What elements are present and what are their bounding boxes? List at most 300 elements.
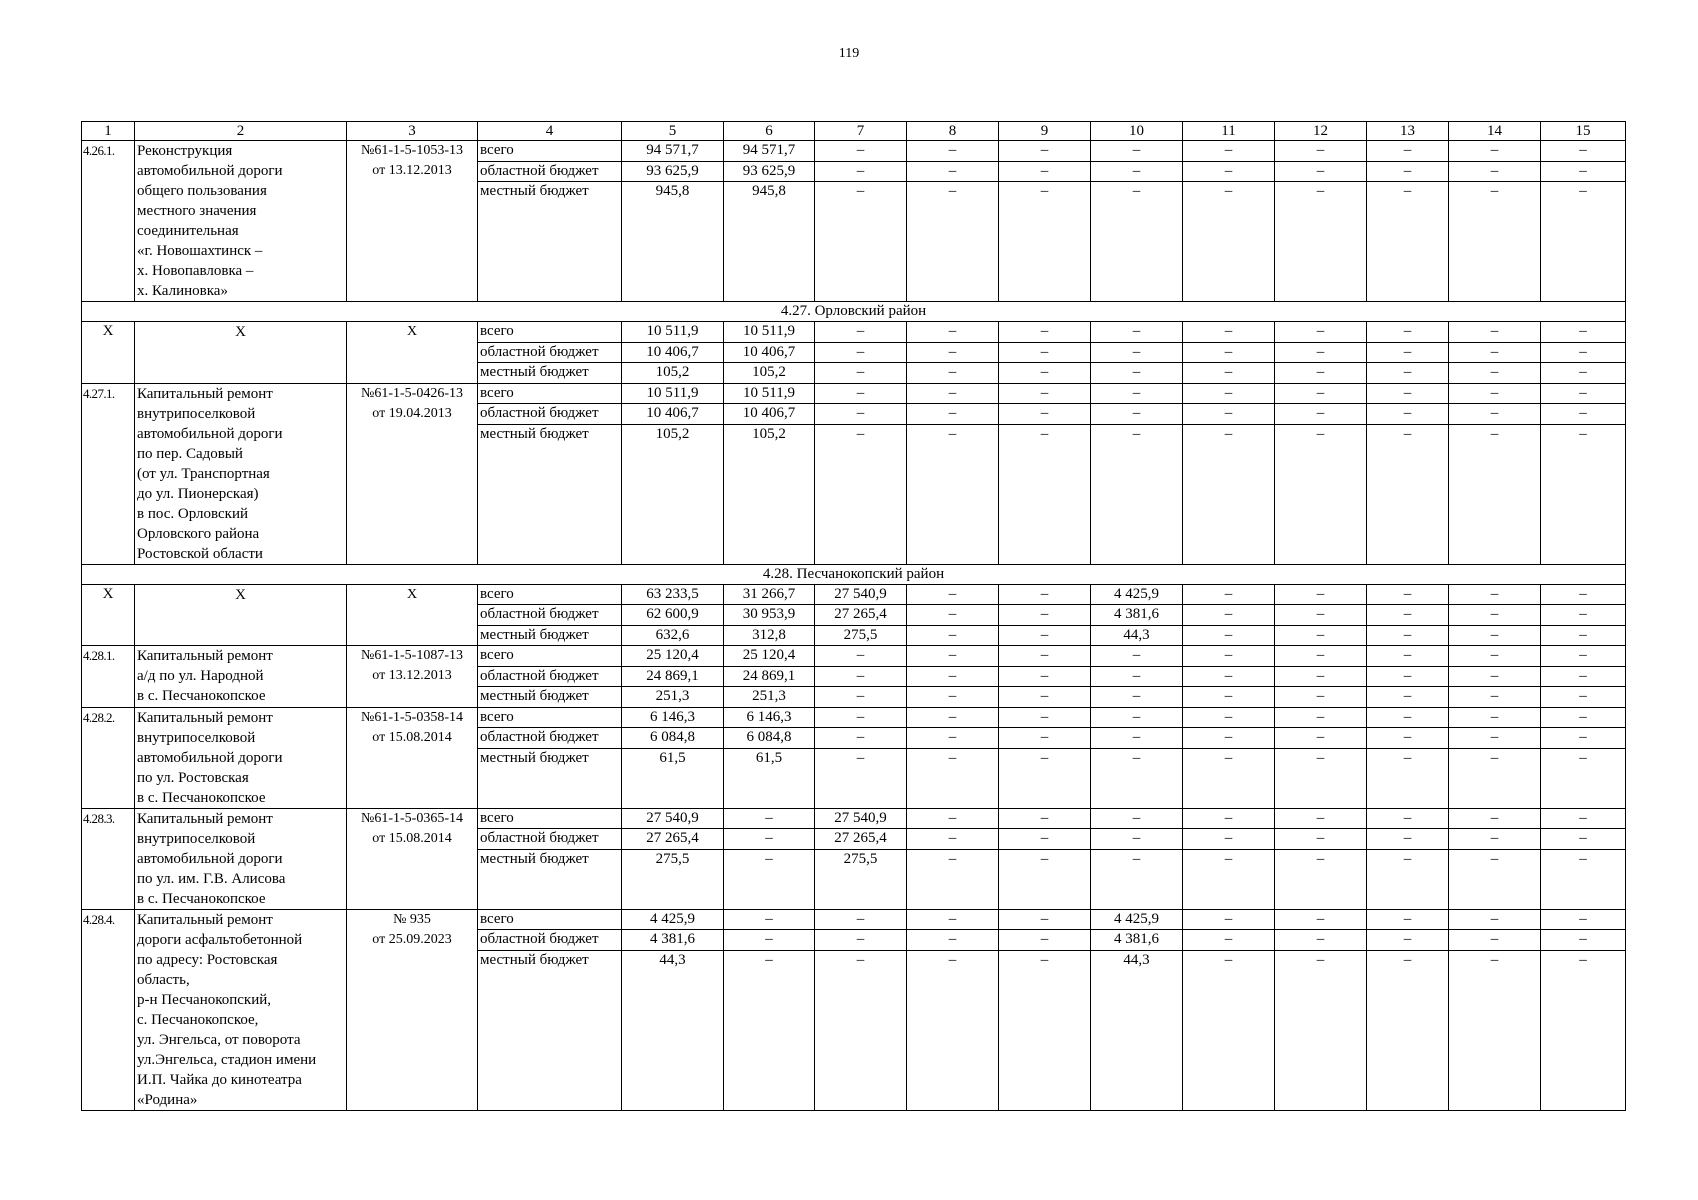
amount-cell: 94 571,7	[622, 141, 724, 162]
section-title: 4.28. Песчанокопский район	[82, 564, 1626, 584]
amount-cell: –	[1275, 849, 1367, 909]
object-name-line: Капитальный ремонт	[137, 911, 273, 928]
amount-cell: –	[815, 363, 907, 384]
object-name	[135, 322, 347, 384]
object-name-line: (от ул. Транспортная	[137, 465, 270, 482]
object-name-line: дороги асфальтобетонной	[137, 931, 303, 948]
amount-cell: –	[1275, 161, 1367, 182]
amount-cell: –	[1367, 161, 1449, 182]
amount-cell: 27 540,9	[815, 808, 907, 829]
amount-cell: –	[1541, 829, 1626, 850]
amount-cell: 312,8	[724, 625, 815, 646]
amount-cell: –	[1275, 748, 1367, 808]
amount-cell: –	[1541, 363, 1626, 384]
amount-cell: –	[1541, 182, 1626, 302]
table-row	[82, 322, 1626, 343]
amount-cell: 945,8	[622, 182, 724, 302]
amount-cell: –	[1275, 605, 1367, 626]
document-ref-line: от 25.09.2023	[372, 931, 452, 947]
amount-cell: –	[907, 605, 999, 626]
object-name-line: автомобильной дороги	[137, 850, 283, 867]
object-name-line: Х	[235, 324, 246, 340]
object-name-line: а/д по ул. Народной	[137, 668, 264, 684]
amount-cell: 31 266,7	[724, 584, 815, 605]
amount-cell: –	[999, 141, 1091, 162]
amount-cell: –	[1275, 829, 1367, 850]
amount-cell: –	[1091, 363, 1183, 384]
funding-source: областной бюджет	[478, 404, 622, 425]
object-name-line: «г. Новошахтинск –	[137, 243, 263, 259]
object-name-line: Капитальный ремонт	[137, 385, 273, 402]
amount-cell: –	[907, 363, 999, 384]
amount-cell: –	[907, 322, 999, 343]
amount-cell: –	[907, 829, 999, 850]
amount-cell: –	[999, 646, 1091, 667]
amount-cell: –	[1367, 404, 1449, 425]
amount-cell: –	[1367, 808, 1449, 829]
amount-cell: –	[815, 950, 907, 1110]
amount-cell: 4 381,6	[1091, 930, 1183, 951]
amount-cell: –	[1275, 666, 1367, 687]
amount-cell: –	[1449, 182, 1541, 302]
amount-cell: 27 540,9	[622, 808, 724, 829]
amount-cell: –	[1367, 322, 1449, 343]
amount-cell: –	[907, 383, 999, 404]
amount-cell: –	[1541, 646, 1626, 667]
amount-cell: –	[1091, 646, 1183, 667]
amount-cell: –	[1367, 728, 1449, 749]
object-name-line: Орловского района	[137, 525, 260, 542]
amount-cell: –	[1541, 909, 1626, 930]
table-row	[82, 909, 1626, 930]
object-name-line: область,	[137, 971, 190, 988]
amount-cell: –	[1091, 342, 1183, 363]
amount-cell: –	[907, 808, 999, 829]
amount-cell: –	[1183, 707, 1275, 728]
page-number: 119	[838, 46, 860, 61]
object-name-line: р-н Песчанокопский,	[137, 991, 272, 1008]
amount-cell: –	[1091, 424, 1183, 564]
amount-cell: –	[1367, 182, 1449, 302]
amount-cell: 44,3	[1091, 950, 1183, 1110]
amount-cell: 10 406,7	[724, 342, 815, 363]
amount-cell: 10 511,9	[724, 383, 815, 404]
table-row	[82, 383, 1626, 404]
amount-cell: –	[815, 383, 907, 404]
funding-source: областной бюджет	[478, 666, 622, 687]
amount-cell: –	[724, 950, 815, 1110]
amount-cell: 275,5	[622, 849, 724, 909]
amount-cell: 6 146,3	[622, 707, 724, 728]
amount-cell: –	[1541, 342, 1626, 363]
document-ref	[347, 584, 478, 646]
object-name-line: по ул. им. Г.В. Алисова	[137, 870, 286, 887]
amount-cell: –	[815, 424, 907, 564]
amount-cell: –	[815, 141, 907, 162]
amount-cell: –	[1449, 605, 1541, 626]
amount-cell: –	[1091, 182, 1183, 302]
amount-cell: 25 120,4	[724, 646, 815, 667]
document-ref	[347, 141, 478, 302]
object-name-line: Капитальный ремонт	[137, 709, 273, 726]
funding-source: областной бюджет	[478, 829, 622, 850]
amount-cell: –	[1367, 849, 1449, 909]
amount-cell: –	[1183, 584, 1275, 605]
amount-cell: 4 381,6	[1091, 605, 1183, 626]
amount-cell: –	[1275, 909, 1367, 930]
amount-cell: –	[1367, 646, 1449, 667]
object-name-line: автомобильной дороги	[137, 425, 283, 442]
amount-cell: –	[815, 666, 907, 687]
amount-cell: 27 265,4	[815, 829, 907, 850]
amount-cell: –	[1275, 930, 1367, 951]
table-row	[82, 707, 1626, 728]
row-code: 4.28.1.	[82, 646, 135, 708]
object-name-line: х. Новопавловка –	[137, 263, 254, 279]
amount-cell: –	[1091, 849, 1183, 909]
amount-cell: –	[907, 849, 999, 909]
amount-cell: –	[1449, 687, 1541, 708]
amount-cell: –	[1541, 161, 1626, 182]
amount-cell: –	[1183, 363, 1275, 384]
amount-cell: –	[1183, 950, 1275, 1110]
amount-cell: 27 265,4	[622, 829, 724, 850]
amount-cell: –	[724, 849, 815, 909]
amount-cell: –	[815, 646, 907, 667]
object-name-line: в с. Песчанокопское	[137, 688, 266, 704]
amount-cell: –	[1367, 383, 1449, 404]
funding-source: местный бюджет	[478, 625, 622, 646]
amount-cell: –	[815, 930, 907, 951]
amount-cell: –	[907, 342, 999, 363]
object-name-line: Капитальный ремонт	[137, 648, 273, 664]
amount-cell: 61,5	[724, 748, 815, 808]
amount-cell: –	[1367, 141, 1449, 162]
row-code: 4.27.1.	[82, 383, 135, 564]
amount-cell: –	[1541, 666, 1626, 687]
amount-cell: 6 084,8	[724, 728, 815, 749]
object-name	[135, 383, 347, 564]
amount-cell: –	[907, 909, 999, 930]
object-name-line: ул. Энгельса, от поворота	[137, 1031, 301, 1048]
amount-cell: –	[907, 141, 999, 162]
amount-cell: 275,5	[815, 625, 907, 646]
amount-cell: –	[999, 950, 1091, 1110]
object-name-line: автомобильной дороги	[137, 749, 283, 766]
amount-cell: –	[999, 424, 1091, 564]
amount-cell: –	[1183, 930, 1275, 951]
object-name-line: х. Калиновка»	[137, 283, 228, 299]
document-ref-line: Х	[406, 586, 418, 602]
column-header: 7	[815, 122, 907, 141]
object-name-line: соединительная	[137, 223, 239, 239]
amount-cell: 10 511,9	[622, 322, 724, 343]
table-row	[82, 584, 1626, 605]
amount-cell: –	[999, 161, 1091, 182]
amount-cell: –	[1367, 625, 1449, 646]
amount-cell: 945,8	[724, 182, 815, 302]
amount-cell: 4 425,9	[1091, 584, 1183, 605]
funding-source: местный бюджет	[478, 424, 622, 564]
funding-source: местный бюджет	[478, 363, 622, 384]
funding-source: всего	[478, 646, 622, 667]
column-header: 12	[1275, 122, 1367, 141]
amount-cell: –	[1183, 687, 1275, 708]
table-row	[82, 808, 1626, 829]
amount-cell: –	[999, 728, 1091, 749]
amount-cell: 10 511,9	[622, 383, 724, 404]
object-name-line: в с. Песчанокопское	[137, 789, 266, 806]
amount-cell: –	[815, 748, 907, 808]
amount-cell: 105,2	[622, 424, 724, 564]
column-header: 5	[622, 122, 724, 141]
amount-cell: –	[815, 342, 907, 363]
amount-cell: –	[1449, 383, 1541, 404]
column-header: 15	[1541, 122, 1626, 141]
amount-cell: –	[1449, 424, 1541, 564]
amount-cell: –	[907, 424, 999, 564]
amount-cell: –	[907, 707, 999, 728]
column-header: 11	[1183, 122, 1275, 141]
amount-cell: –	[999, 363, 1091, 384]
amount-cell: –	[999, 342, 1091, 363]
amount-cell: –	[1449, 728, 1541, 749]
amount-cell: –	[1091, 161, 1183, 182]
amount-cell: 93 625,9	[622, 161, 724, 182]
amount-cell: –	[1367, 909, 1449, 930]
object-name-line: внутрипоселковой	[137, 729, 256, 746]
amount-cell: –	[907, 584, 999, 605]
amount-cell: –	[999, 605, 1091, 626]
row-code: 4.28.4.	[82, 909, 135, 1110]
amount-cell: –	[1183, 728, 1275, 749]
funding-source: всего	[478, 383, 622, 404]
amount-cell: –	[1541, 404, 1626, 425]
amount-cell: 4 425,9	[1091, 909, 1183, 930]
amount-cell: –	[907, 666, 999, 687]
amount-cell: –	[1367, 342, 1449, 363]
amount-cell: –	[907, 748, 999, 808]
amount-cell: –	[815, 687, 907, 708]
amount-cell: –	[815, 909, 907, 930]
amount-cell: –	[1449, 666, 1541, 687]
amount-cell: –	[815, 161, 907, 182]
table-row	[82, 141, 1626, 162]
amount-cell: –	[1091, 687, 1183, 708]
amount-cell: –	[1367, 829, 1449, 850]
amount-cell: –	[1183, 161, 1275, 182]
amount-cell: 4 425,9	[622, 909, 724, 930]
amount-cell: –	[1183, 666, 1275, 687]
amount-cell: –	[999, 584, 1091, 605]
amount-cell: 105,2	[724, 363, 815, 384]
document-ref	[347, 646, 478, 708]
amount-cell: 275,5	[815, 849, 907, 909]
object-name-line: Капитальный ремонт	[137, 810, 273, 827]
amount-cell: –	[999, 182, 1091, 302]
column-header: 1	[82, 122, 135, 141]
table-row	[82, 646, 1626, 667]
amount-cell: –	[999, 322, 1091, 343]
column-header: 9	[999, 122, 1091, 141]
amount-cell: 62 600,9	[622, 605, 724, 626]
funding-source: областной бюджет	[478, 161, 622, 182]
document-ref	[347, 808, 478, 909]
object-name-line: с. Песчанокопское,	[137, 1011, 259, 1028]
amount-cell: –	[1183, 424, 1275, 564]
amount-cell: –	[1541, 707, 1626, 728]
amount-cell: 44,3	[1091, 625, 1183, 646]
document-ref-line: №61-1-5-0365-14	[360, 810, 463, 826]
amount-cell: –	[1449, 829, 1541, 850]
funding-source: местный бюджет	[478, 950, 622, 1110]
amount-cell: –	[1091, 666, 1183, 687]
amount-cell: –	[1091, 322, 1183, 343]
column-header: 6	[724, 122, 815, 141]
object-name	[135, 909, 347, 1110]
document-ref-line: от 15.08.2014	[372, 729, 452, 745]
amount-cell: –	[907, 646, 999, 667]
amount-cell: –	[1367, 584, 1449, 605]
object-name-line: по ул. Ростовская	[137, 769, 249, 786]
object-name-line: Х	[235, 586, 246, 603]
object-name-line: общего пользования	[137, 183, 267, 199]
row-code: Х	[82, 322, 135, 384]
object-name	[135, 646, 347, 708]
financing-table	[81, 121, 1626, 1111]
amount-cell: 105,2	[622, 363, 724, 384]
amount-cell: –	[1367, 605, 1449, 626]
funding-source: всего	[478, 909, 622, 930]
amount-cell: –	[999, 829, 1091, 850]
amount-cell: –	[1367, 666, 1449, 687]
amount-cell: –	[907, 182, 999, 302]
amount-cell: –	[1183, 646, 1275, 667]
object-name-line: Реконструкция	[137, 143, 233, 159]
amount-cell: –	[1449, 646, 1541, 667]
funding-source: всего	[478, 322, 622, 343]
amount-cell: –	[1449, 950, 1541, 1110]
amount-cell: –	[1275, 182, 1367, 302]
object-name	[135, 808, 347, 909]
document-ref	[347, 322, 478, 384]
amount-cell: –	[1449, 404, 1541, 425]
amount-cell: –	[1367, 707, 1449, 728]
amount-cell: –	[1275, 342, 1367, 363]
amount-cell: –	[1275, 646, 1367, 667]
amount-cell: –	[1449, 930, 1541, 951]
amount-cell: –	[1091, 404, 1183, 425]
amount-cell: 27 265,4	[815, 605, 907, 626]
amount-cell: –	[999, 666, 1091, 687]
object-name-line: внутрипоселковой	[137, 830, 256, 847]
table-body	[82, 122, 1626, 1111]
document-ref-line: №61-1-5-1087-13	[360, 648, 463, 663]
document-ref-line: Х	[406, 324, 418, 339]
object-name-line: по адресу: Ростовская	[137, 951, 278, 968]
funding-source: всего	[478, 141, 622, 162]
funding-source: всего	[478, 584, 622, 605]
amount-cell: –	[1541, 424, 1626, 564]
row-code: 4.26.1.	[82, 141, 135, 302]
column-header-row	[82, 122, 1626, 141]
column-header: 2	[135, 122, 347, 141]
amount-cell: –	[1183, 625, 1275, 646]
amount-cell: –	[1367, 363, 1449, 384]
amount-cell: –	[815, 728, 907, 749]
amount-cell: –	[907, 687, 999, 708]
amount-cell: –	[999, 687, 1091, 708]
amount-cell: –	[1183, 605, 1275, 626]
document-ref-line: № 935	[393, 911, 431, 927]
amount-cell: –	[1091, 808, 1183, 829]
amount-cell: –	[999, 930, 1091, 951]
object-name-line: И.П. Чайка до кинотеатра	[137, 1071, 302, 1088]
amount-cell: –	[1449, 748, 1541, 808]
amount-cell: –	[999, 707, 1091, 728]
amount-cell: –	[907, 930, 999, 951]
amount-cell: 10 406,7	[622, 342, 724, 363]
amount-cell: –	[1449, 141, 1541, 162]
document-ref-line: №61-1-5-1053-13	[360, 143, 463, 158]
amount-cell: –	[1183, 182, 1275, 302]
amount-cell: –	[1541, 808, 1626, 829]
amount-cell: –	[1541, 605, 1626, 626]
amount-cell: –	[1183, 383, 1275, 404]
amount-cell: –	[815, 322, 907, 343]
funding-source: всего	[478, 808, 622, 829]
amount-cell: 30 953,9	[724, 605, 815, 626]
funding-source: местный бюджет	[478, 687, 622, 708]
column-header: 14	[1449, 122, 1541, 141]
object-name-line: в пос. Орловский	[137, 505, 249, 522]
amount-cell: 24 869,1	[622, 666, 724, 687]
amount-cell: 27 540,9	[815, 584, 907, 605]
amount-cell: –	[1183, 849, 1275, 909]
amount-cell: –	[999, 748, 1091, 808]
column-header: 3	[347, 122, 478, 141]
row-code: Х	[82, 584, 135, 646]
amount-cell: –	[1541, 625, 1626, 646]
document-ref-line: от 15.08.2014	[372, 830, 452, 846]
amount-cell: 24 869,1	[724, 666, 815, 687]
section-row	[82, 302, 1626, 322]
section-title: 4.27. Орловский район	[82, 302, 1626, 322]
object-name-line: Ростовской области	[137, 545, 263, 562]
amount-cell: –	[1275, 404, 1367, 425]
amount-cell: –	[1275, 625, 1367, 646]
object-name	[135, 141, 347, 302]
amount-cell: –	[1541, 141, 1626, 162]
amount-cell: –	[1541, 950, 1626, 1110]
amount-cell: –	[907, 404, 999, 425]
amount-cell: –	[1183, 141, 1275, 162]
amount-cell: 632,6	[622, 625, 724, 646]
amount-cell: 105,2	[724, 424, 815, 564]
amount-cell: –	[1275, 383, 1367, 404]
amount-cell: 10 406,7	[622, 404, 724, 425]
amount-cell: –	[1541, 322, 1626, 343]
amount-cell: –	[1449, 342, 1541, 363]
document-ref	[347, 707, 478, 808]
funding-source: областной бюджет	[478, 930, 622, 951]
amount-cell: –	[724, 930, 815, 951]
amount-cell: –	[1091, 829, 1183, 850]
amount-cell: –	[1449, 849, 1541, 909]
amount-cell: –	[1367, 950, 1449, 1110]
amount-cell: –	[907, 625, 999, 646]
amount-cell: –	[999, 404, 1091, 425]
